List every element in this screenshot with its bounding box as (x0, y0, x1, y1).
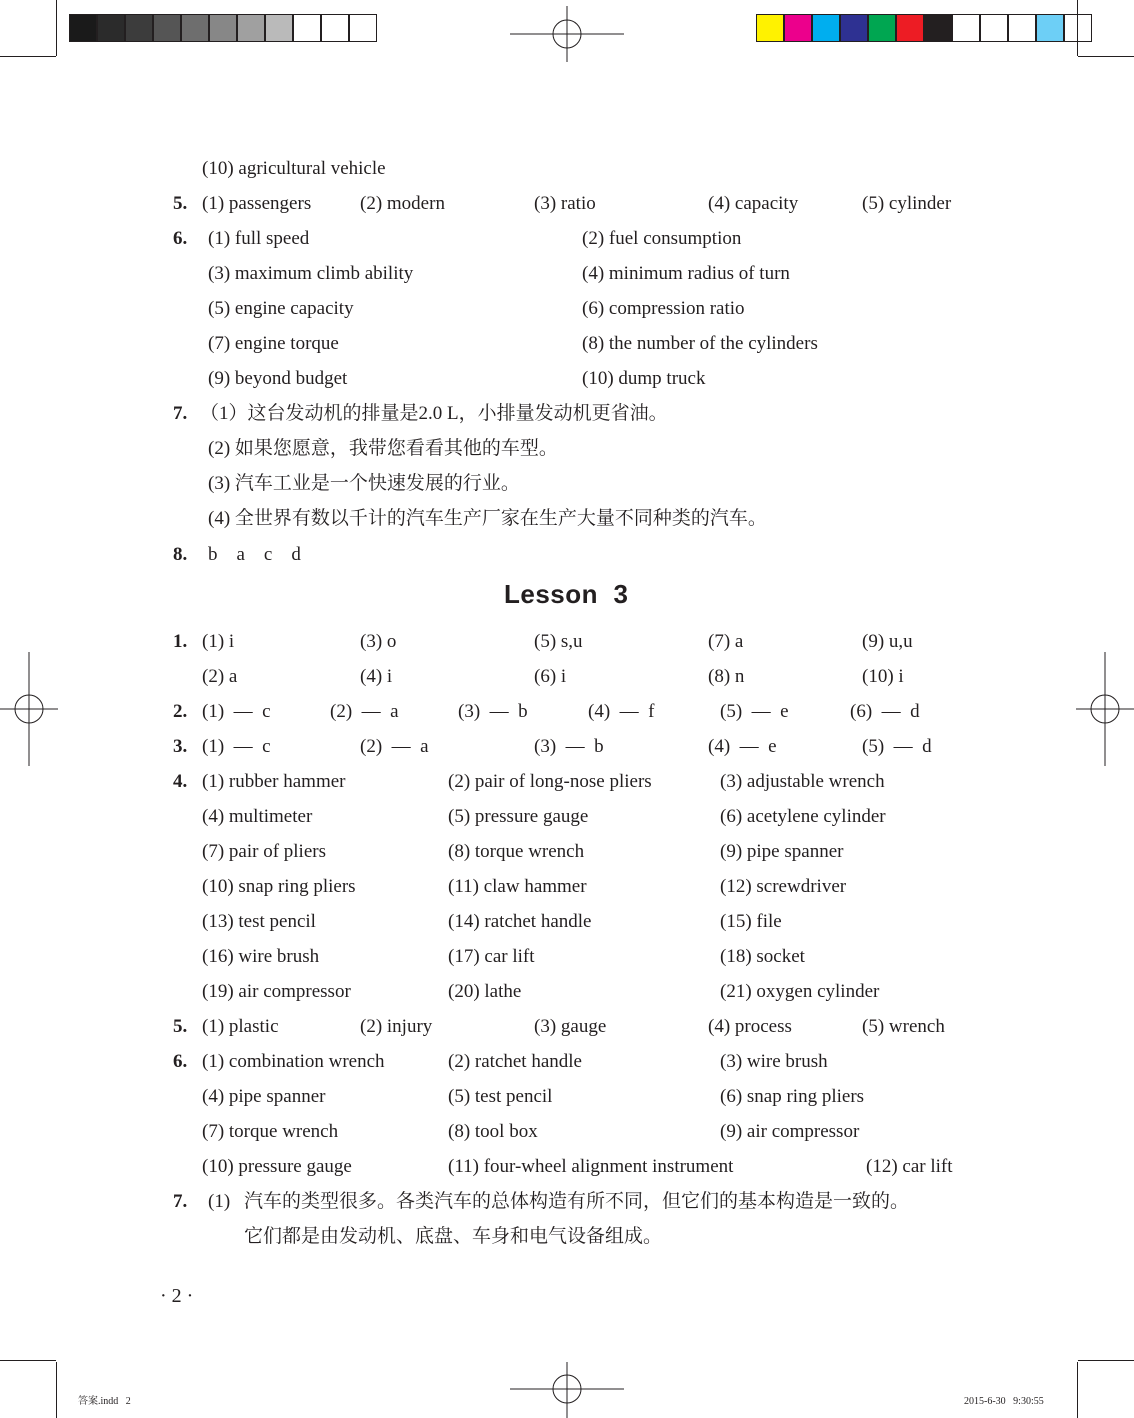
answer-item: (2) — a (330, 701, 399, 722)
answer-item: (19) air compressor (202, 981, 351, 1002)
answer-item: (7) a (708, 631, 744, 652)
color-swatch (125, 14, 153, 42)
question-number: 2. (173, 701, 188, 722)
answer-item: (14) ratchet handle (448, 911, 592, 932)
color-swatch (69, 14, 97, 42)
answer-item: (16) wire brush (202, 946, 320, 967)
color-swatch (293, 14, 321, 42)
color-swatch (896, 14, 924, 42)
color-swatch (181, 14, 209, 42)
question-number: 5. (173, 1016, 188, 1037)
color-swatch (952, 14, 980, 42)
answer-item: (4) — f (588, 701, 655, 722)
answer-item: (10) agricultural vehicle (202, 158, 386, 179)
answer-item: (6) — d (850, 701, 920, 722)
answer-item: (5) — d (862, 736, 932, 757)
answer-item: (12) car lift (866, 1156, 953, 1177)
color-swatch (812, 14, 840, 42)
answer-item: (3) — b (534, 736, 604, 757)
answer-item: (18) socket (720, 946, 805, 967)
slug-timestamp: 2015-6-30 9:30:55 (964, 1396, 1044, 1407)
color-swatch (1036, 14, 1064, 42)
answer-item: (21) oxygen cylinder (720, 981, 880, 1002)
question-number: 6. (173, 1051, 188, 1072)
color-swatch (97, 14, 125, 42)
answer-item: (3) gauge (534, 1016, 607, 1037)
answer-item: (10) pressure gauge (202, 1156, 352, 1177)
answer-item: (11) claw hammer (448, 876, 587, 897)
slug-filename: 答案.indd 2 (78, 1396, 131, 1407)
answer-item: (1) full speed (208, 228, 310, 249)
registration-mark-right (1076, 652, 1134, 766)
answer-item: (1) passengers (202, 193, 312, 214)
answer-item: (3) ratio (534, 193, 596, 214)
answer-item: b a c d (208, 544, 301, 565)
answer-item: (4) — e (708, 736, 777, 757)
question-number: 6. (173, 228, 188, 249)
answer-item: (8) torque wrench (448, 841, 585, 862)
answer-item: (2) modern (360, 193, 445, 214)
color-swatch (1064, 14, 1092, 42)
question-number: 1. (173, 631, 188, 652)
answer-item: (4) minimum radius of turn (582, 263, 790, 284)
answer-item: (9) air compressor (720, 1121, 860, 1142)
answer-item: (9) beyond budget (208, 368, 348, 389)
question-number: 5. (173, 193, 188, 214)
answer-item: (4) multimeter (202, 806, 313, 827)
answer-item: (6) compression ratio (582, 298, 745, 319)
answer-item: (6) i (534, 666, 567, 687)
color-swatch (868, 14, 896, 42)
answer-item: (5) test pencil (448, 1086, 553, 1107)
answer-item: (1) combination wrench (202, 1051, 385, 1072)
question-number: 7. (173, 1191, 188, 1212)
answer-item: (4) pipe spanner (202, 1086, 326, 1107)
color-swatch (265, 14, 293, 42)
answer-item: (4) process (708, 1016, 792, 1037)
translation-item: (3) 汽车工业是一个快速发展的行业。 (208, 473, 520, 494)
answer-item: (11) four-wheel alignment instrument (448, 1156, 734, 1177)
question-number: 7. (173, 403, 188, 424)
registration-mark-left (0, 652, 58, 766)
color-swatch (924, 14, 952, 42)
answer-item: (9) pipe spanner (720, 841, 844, 862)
answer-item: (1) — c (202, 736, 271, 757)
answer-item: (3) wire brush (720, 1051, 828, 1072)
answer-item: (4) capacity (708, 193, 799, 214)
answer-item: (15) file (720, 911, 782, 932)
answer-item: (5) cylinder (862, 193, 952, 214)
translation-item: （1）这台发动机的排量是2.0 L，小排量发动机更省油。 (200, 403, 668, 424)
color-swatch (209, 14, 237, 42)
answer-item: (1) i (202, 631, 235, 652)
answer-item: (3) adjustable wrench (720, 771, 885, 792)
color-swatch (153, 14, 181, 42)
answer-item: (3) o (360, 631, 397, 652)
answer-item: (2) — a (360, 736, 429, 757)
answer-item: (13) test pencil (202, 911, 316, 932)
answer-item: (3) maximum climb ability (208, 263, 414, 284)
answer-item: (10) snap ring pliers (202, 876, 356, 897)
answer-item: (6) snap ring pliers (720, 1086, 865, 1107)
answer-item: (5) s,u (534, 631, 583, 652)
lesson-heading: Lesson 3 (504, 579, 629, 609)
registration-mark-top (510, 6, 624, 62)
answer-item: (4) i (360, 666, 393, 687)
answer-item: (5) pressure gauge (448, 806, 589, 827)
answer-item: (2) a (202, 666, 238, 687)
translation-item: (4) 全世界有数以千计的汽车生产厂家在生产大量不同种类的汽车。 (208, 508, 767, 529)
page-number: · 2 · (160, 1285, 194, 1307)
color-swatch (840, 14, 868, 42)
answer-item: (2) fuel consumption (582, 228, 742, 249)
answer-item: (2) pair of long-nose pliers (448, 771, 652, 792)
translation-line: 汽车的类型很多。各类汽车的总体构造有所不同，但它们的基本构造是一致的。 (244, 1191, 910, 1212)
answer-item: (7) pair of pliers (202, 841, 326, 862)
answer-item: (5) engine capacity (208, 298, 354, 319)
color-swatch (784, 14, 812, 42)
color-swatch (321, 14, 349, 42)
answer-item: (10) dump truck (582, 368, 706, 389)
translation-item: (2) 如果您愿意，我带您看看其他的车型。 (208, 438, 558, 459)
answer-item: (1) — c (202, 701, 271, 722)
color-swatch (980, 14, 1008, 42)
answer-item: (9) u,u (862, 631, 913, 652)
answer-item: (7) engine torque (208, 333, 339, 354)
answer-item: (6) acetylene cylinder (720, 806, 886, 827)
question-number: 8. (173, 544, 188, 565)
color-swatch (756, 14, 784, 42)
answer-item: (2) injury (360, 1016, 433, 1037)
translation-label: (1) (208, 1191, 231, 1212)
answer-item: (20) lathe (448, 981, 522, 1002)
answer-item: (1) plastic (202, 1016, 279, 1037)
color-swatch (349, 14, 377, 42)
answer-item: (12) screwdriver (720, 876, 847, 897)
color-swatch (237, 14, 265, 42)
registration-mark-bottom (510, 1362, 624, 1418)
answer-item: (2) ratchet handle (448, 1051, 582, 1072)
translation-line: 它们都是由发动机、底盘、车身和电气设备组成。 (244, 1226, 663, 1247)
answer-item: (8) the number of the cylinders (582, 333, 818, 354)
answer-item: (8) tool box (448, 1121, 538, 1142)
question-number: 4. (173, 771, 188, 792)
answer-item: (1) rubber hammer (202, 771, 346, 792)
color-swatch (1008, 14, 1036, 42)
question-number: 3. (173, 736, 188, 757)
answer-item: (8) n (708, 666, 745, 687)
answer-item: (7) torque wrench (202, 1121, 339, 1142)
answer-item: (17) car lift (448, 946, 535, 967)
answer-item: (5) wrench (862, 1016, 945, 1037)
answer-item: (10) i (862, 666, 904, 687)
answer-item: (5) — e (720, 701, 789, 722)
answer-item: (3) — b (458, 701, 528, 722)
